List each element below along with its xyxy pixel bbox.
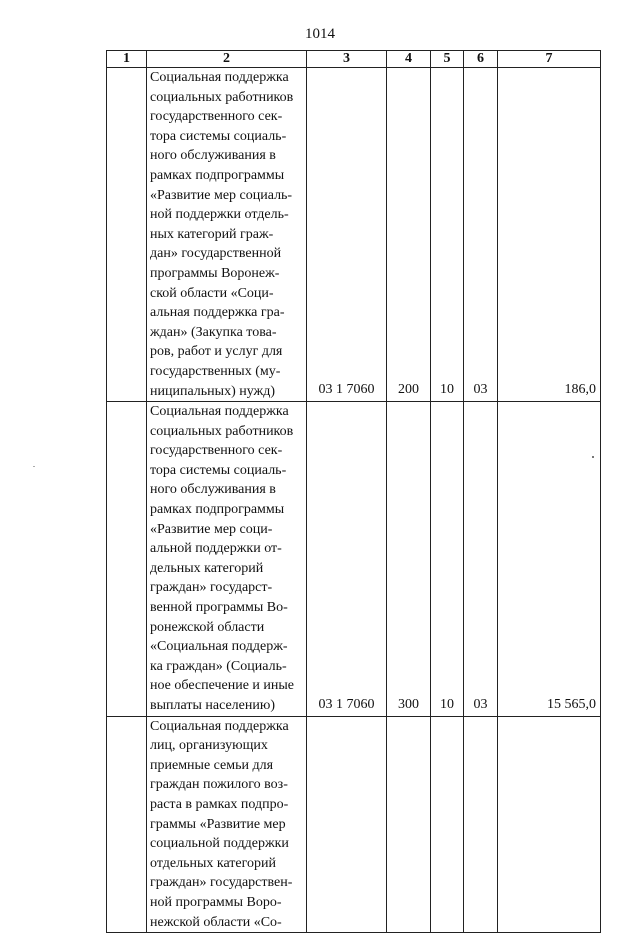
amount-cell: 186,0 — [498, 68, 601, 402]
amount-cell: 15 565,0 — [498, 402, 601, 717]
expense-type-cell — [387, 716, 431, 933]
table-header-row — [107, 51, 601, 68]
scan-speck — [592, 456, 594, 458]
page-number: 1014 — [305, 26, 335, 42]
scan-speck — [33, 466, 35, 467]
header-col-4: 4 — [387, 51, 431, 68]
description-cell: Социальная поддержка социальных работников государственного сек- тора системы социаль- ного обслуживания в рамках подпрограммы «Развитие мер социаль- ной поддержки отдель- ных категорий граж- дан» государственной программы Воронеж- ской области «Соци- альная поддержка гра- ждан» (Закупка това- ров, работ и услуг для государственных (му- ниципальных) нужд) — [147, 68, 307, 402]
table-row — [107, 402, 601, 717]
section-cell: 10 — [431, 402, 464, 717]
target-article-cell — [307, 716, 387, 933]
row-number-cell — [107, 716, 147, 933]
header-col-6: 6 — [464, 51, 498, 68]
header-col-3: 3 — [307, 51, 387, 68]
subsection-cell: 03 — [464, 68, 498, 402]
header-col-2: 2 — [147, 51, 307, 68]
description-cell: Социальная поддержка социальных работников государственного сек- тора системы социаль- ного обслуживания в рамках подпрограммы «Развитие мер соци- альной поддержки от- дельных категорий граждан» государст- венной программы Во- ронежской области «Социальная поддерж- ка граждан» (Социаль- ное обеспечение и иные выплаты населению) — [147, 402, 307, 717]
table-row — [107, 716, 601, 933]
header-col-1: 1 — [107, 51, 147, 68]
header-col-7: 7 — [498, 51, 601, 68]
budget-table — [106, 50, 601, 933]
header-col-5: 5 — [431, 51, 464, 68]
expense-type-cell: 200 — [387, 68, 431, 402]
target-article-cell: 03 1 7060 — [307, 68, 387, 402]
subsection-cell — [464, 716, 498, 933]
row-number-cell — [107, 402, 147, 717]
section-cell: 10 — [431, 68, 464, 402]
row-number-cell — [107, 68, 147, 402]
subsection-cell: 03 — [464, 402, 498, 717]
target-article-cell: 03 1 7060 — [307, 402, 387, 717]
amount-cell — [498, 716, 601, 933]
expense-type-cell: 300 — [387, 402, 431, 717]
section-cell — [431, 716, 464, 933]
description-cell: Социальная поддержка лиц, организующих приемные семьи для граждан пожилого воз- раста в рамках подпро- граммы «Развитие мер социальной поддержки отдельных категорий граждан» государствен- ной программы Воро- нежской области «Со- — [147, 716, 307, 933]
table-row — [107, 68, 601, 402]
